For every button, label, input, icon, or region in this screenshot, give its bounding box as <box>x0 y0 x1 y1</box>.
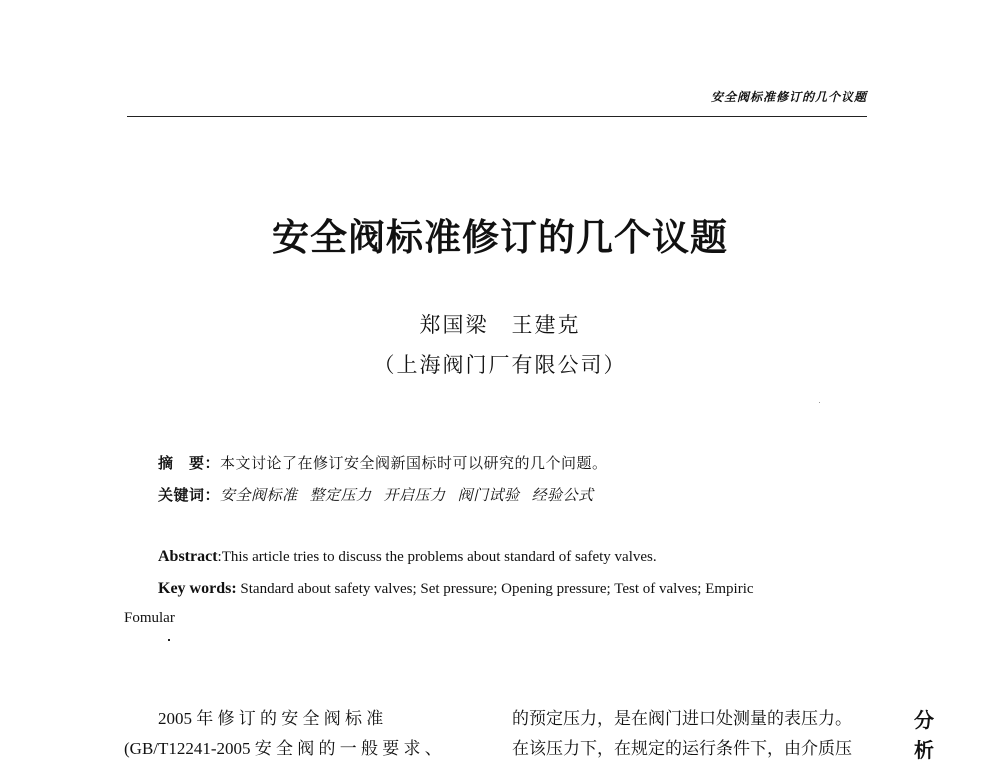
body-left-line-2: (GB/T12241-2005 安 全 阀 的 一 般 要 求 、 <box>124 739 442 758</box>
abstract-cn-text: 本文讨论了在修订安全阀新国标时可以研究的几个问题。 <box>220 454 608 472</box>
article-affiliation: （上海阀门厂有限公司） <box>373 353 627 377</box>
article-authors: 郑国梁 王建克 <box>419 313 581 337</box>
abstract-cn-label: 摘 要： <box>158 454 221 472</box>
keywords-en-continuation: Fomular <box>124 610 175 626</box>
side-tab-char-1: 分 <box>914 708 934 732</box>
keyword-cn-item: 整定压力 <box>309 486 372 504</box>
running-header-title: 安全阀标准修订的几个议题 <box>710 90 867 104</box>
body-right-line-1: 的预定压力，是在阀门进口处测量的表压力。 <box>512 709 852 728</box>
scan-dot <box>168 639 170 641</box>
scan-speck <box>819 402 820 403</box>
keywords-en <box>158 580 754 598</box>
abstract-en-label: Abstract <box>158 548 218 565</box>
keyword-cn-item: 安全阀标准 <box>220 486 298 504</box>
keywords-en-label: Key words: <box>158 580 237 597</box>
abstract-en-text: :This article tries to discuss the problems about standard of safety valves. <box>217 549 657 565</box>
abstract-cn <box>158 452 608 473</box>
keyword-cn-item: 阀门试验 <box>457 486 520 504</box>
keywords-cn <box>158 484 606 505</box>
abstract-en <box>158 548 657 566</box>
keywords-cn-label: 关键词： <box>158 486 221 504</box>
body-left-line-1: 2005 年 修 订 的 安 全 阀 标 准 <box>158 709 384 728</box>
keyword-cn-item: 经验公式 <box>531 486 594 504</box>
body-right-line-2: 在该压力下，在规定的运行条件下，由介质压 <box>512 739 852 758</box>
article-title: 安全阀标准修订的几个议题 <box>272 216 728 259</box>
header-rule <box>127 116 867 117</box>
keywords-en-text: Standard about safety valves; Set pressure; Opening pressure; Test of valves; Empiric <box>236 581 754 597</box>
side-tab-char-2: 析 <box>914 738 934 762</box>
keyword-cn-item: 开启压力 <box>383 486 446 504</box>
